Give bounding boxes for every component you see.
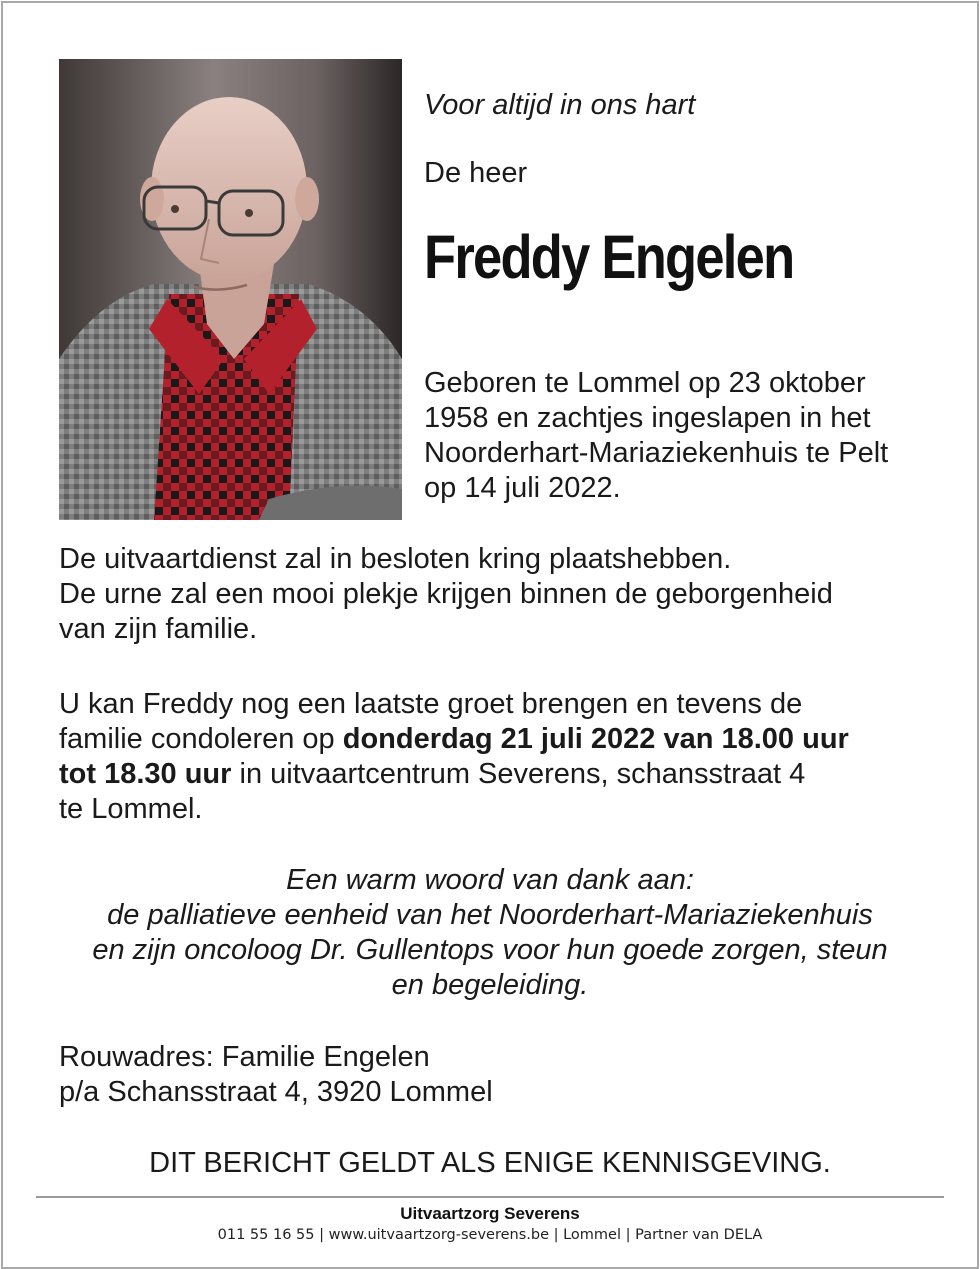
footer-divider <box>36 1196 944 1198</box>
condolence-details <box>59 687 939 827</box>
salutation: De heer <box>424 157 528 189</box>
address-line: p/a Schansstraat 4, 3920 Lommel <box>59 1076 493 1108</box>
visitation-date: donderdag 21 juli 2022 van 18.00 uur <box>342 723 849 755</box>
funeral-line: van zijn familie. <box>59 613 258 645</box>
greet-line: familie condoleren op donderdag 21 juli 2022 van 18.00 uur <box>59 723 849 755</box>
thanks-line: Een warm woord van dank aan: <box>286 864 694 896</box>
thanks-line: en zijn oncoloog Dr. Gullentops voor hun goede zorgen, steun <box>92 934 888 966</box>
thanks-line: de palliatieve eenheid van het Noorderhart-Mariaziekenhuis <box>107 899 873 931</box>
portrait-photo <box>59 59 402 520</box>
greet-line: te Lommel. <box>59 793 203 825</box>
address-line: Rouwadres: Familie Engelen <box>59 1041 430 1073</box>
birth-line: Geboren te Lommel op 23 oktober <box>424 367 866 399</box>
footer-company: Uitvaartzorg Severens <box>400 1204 580 1223</box>
thanks-note <box>40 863 940 1003</box>
tagline: Voor altijd in ons hart <box>424 89 696 121</box>
greet-line: U kan Freddy nog een laatste groet brengen en tevens de <box>59 688 803 720</box>
mourning-address <box>59 1040 493 1110</box>
birth-line: Noorderhart-Mariaziekenhuis te Pelt <box>424 437 889 469</box>
footer-info: 011 55 16 55 | www.uitvaartzorg-severens.be | Lommel | Partner van DELA <box>217 1227 763 1243</box>
visitation-time: tot 18.30 uur <box>59 758 232 790</box>
notice: DIT BERICHT GELDT ALS ENIGE KENNISGEVING. <box>149 1147 831 1179</box>
birth-line: op 14 juli 2022. <box>424 472 621 504</box>
greet-line: tot 18.30 uur in uitvaartcentrum Severens, schansstraat 4 <box>59 758 806 790</box>
funeral-line: De uitvaartdienst zal in besloten kring plaatshebben. <box>59 543 732 575</box>
birth-line: 1958 en zachtjes ingeslapen in het <box>424 402 871 434</box>
funeral-details <box>59 542 939 647</box>
funeral-line: De urne zal een mooi plekje krijgen binnen de geborgenheid <box>59 578 833 610</box>
birth-details <box>424 366 944 506</box>
thanks-line: en begeleiding. <box>391 969 589 1001</box>
deceased-name: Freddy Engelen <box>424 223 794 291</box>
